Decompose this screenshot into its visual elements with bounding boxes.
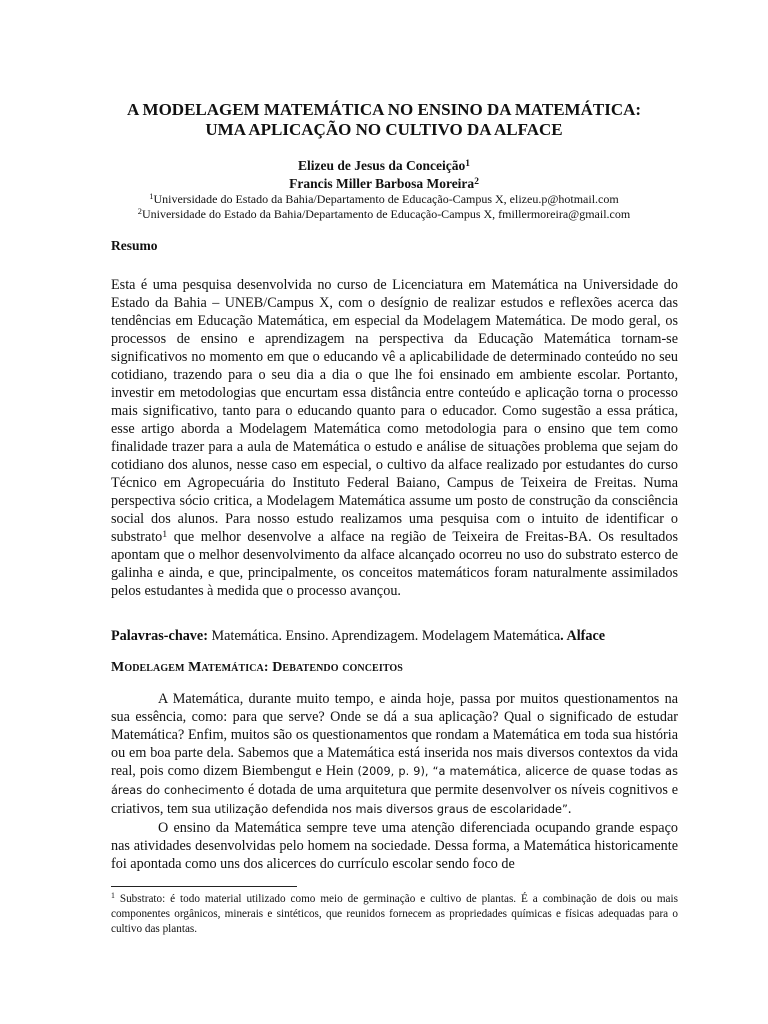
footnote-reference[interactable]: 1: [162, 528, 168, 540]
author-name: Francis Miller Barbosa Moreira: [289, 176, 475, 191]
author-2: [90, 175, 678, 193]
author-1: [90, 157, 678, 175]
abstract-paragraph: [111, 276, 678, 600]
section-heading: Modelagem Matemática: Debatendo conceitos: [111, 660, 403, 675]
p1-citation: (2009, p. 9), “a matemática, alicerce de quase todas as áreas do conhecimento: [111, 765, 678, 797]
author-mark: 2: [474, 176, 479, 187]
affiliation-mark: 1: [149, 192, 154, 202]
footnote-text: Substrato: é todo material utilizado como meio de germinação e cultivo de plantas. É a combinação de dois ou mais componentes orgânicos, minerais e sintéticos, que reunidos fornecem as propriedades químicas e físicas adequadas para o cultivo das plantas.: [111, 893, 678, 935]
footnote-mark: 1: [111, 891, 115, 901]
author-mark: 1: [465, 158, 470, 169]
affiliation-mark: 2: [137, 206, 142, 216]
affiliation-1: [90, 192, 678, 207]
author-name: Elizeu de Jesus da Conceição: [298, 158, 466, 173]
affiliation-text: Universidade do Estado da Bahia/Departamento de Educação-Campus X, elizeu.p@hotmail.com: [153, 192, 619, 206]
keywords-text: Matemática. Ensino. Aprendizagem. Modelagem Matemática: [207, 628, 561, 644]
body-paragraph-1: [111, 690, 678, 819]
abstract-heading: Resumo: [111, 238, 158, 253]
paper-title: [90, 100, 678, 140]
p1-quote-end: utilização defendida nos mais diversos graus de escolaridade”: [214, 803, 568, 816]
footnote-divider: [111, 886, 297, 887]
abstract-text-part-1: Esta é uma pesquisa desenvolvida no curso de Licenciatura em Matemática na Universidade do Estado da Bahia – UNEB/Campus X, com o desígnio de realizar estudos e reflexões acerca das tendências em Educação Matemática, em especial da Modelagem Matemática. De modo geral, os processos de ensino e aprendizagem na perspectiva da Educação Matemática tornam-se significativos no momento em que o educando vê a aplicabilidade de determinado conteúdo no seu cotidiano, trazendo para o seu dia a dia o que lhe foi ensinado em ambiente escolar. Portanto, investir em metodologias que encurtam essa distância entre conteúdo e aplicação torna o processo mais significativo, tanto para o educando quanto para o educador. Como sugestão a essa prática, esse artigo aborda a Modelagem Matemática como metodologia para o ensino que tem como finalidade trazer para a aula de Matemática o estudo e análise de situações problema que sejam do cotidiano dos alunos, nesse caso em especial, o cultivo da alface realizado por estudantes do curso Técnico em Agropecuária do Instituto Federal Baiano, Campus de Teixeira de Freitas. Numa perspectiva sócio critica, a Modelagem Matemática assume um posto de construção da consciência social dos alunos. Para nosso estudo realizamos uma pesquisa com o intuito de identificar o substrato: [111, 277, 678, 545]
affiliation-2: [90, 207, 678, 222]
affiliation-text: Universidade do Estado da Bahia/Departamento de Educação-Campus X, fmillermoreira@gmail.com: [141, 206, 631, 221]
footnote: [111, 892, 678, 937]
abstract-text-part-2: que melhor desenvolve a alface na região de Teixeira de Freitas-BA. Os resultados apontam que o melhor desenvolvimento da alface alcançado ocorreu no uso do substrato esterco de galinha e ainda, e que, principalmente, os conceitos matemáticos foram naturalmente assimilados pelos estudantes à medida que o processo avançou.: [111, 529, 678, 599]
title-line-2: UMA APLICAÇÃO NO CULTIVO DA ALFACE: [205, 120, 563, 139]
affiliation-list: [90, 192, 678, 221]
p1-text-mid: é dotada de uma arquitetura que permite desenvolver os níveis cognitivos e criativos, tem sua: [111, 782, 679, 817]
keywords-label: Palavras-chave:: [111, 628, 208, 644]
p1-text-end: .: [567, 801, 572, 817]
keywords-last-sep: . Alface: [560, 628, 606, 644]
title-line-1: A MODELAGEM MATEMÁTICA NO ENSINO DA MATEMÁTICA:: [126, 100, 642, 119]
body-paragraph-2: O ensino da Matemática sempre teve uma atenção diferenciada ocupando grande espaço nas atividades desenvolvidas pelo homem na sociedade. Dessa forma, a Matemática historicamente foi apontada como uns dos alicerces do currículo escolar sendo foco de: [111, 820, 678, 872]
body-text: [111, 690, 678, 873]
author-list: [90, 157, 678, 193]
keywords-line: [111, 627, 678, 645]
p1-text-before: A Matemática, durante muito tempo, e ainda hoje, passa por muitos questionamentos na sua essência, como: para que serve? Onde se dá a sua aplicação? Qual o significado de estudar Matemática? Enfim, muitos são os questionamentos que rondam a Matemática em toda sua história ou em boa parte dela. Sabemos que a Matemática está inserida nos mais diversos contextos da vida real, pois como dizem Biembengut e Hein: [111, 691, 678, 779]
